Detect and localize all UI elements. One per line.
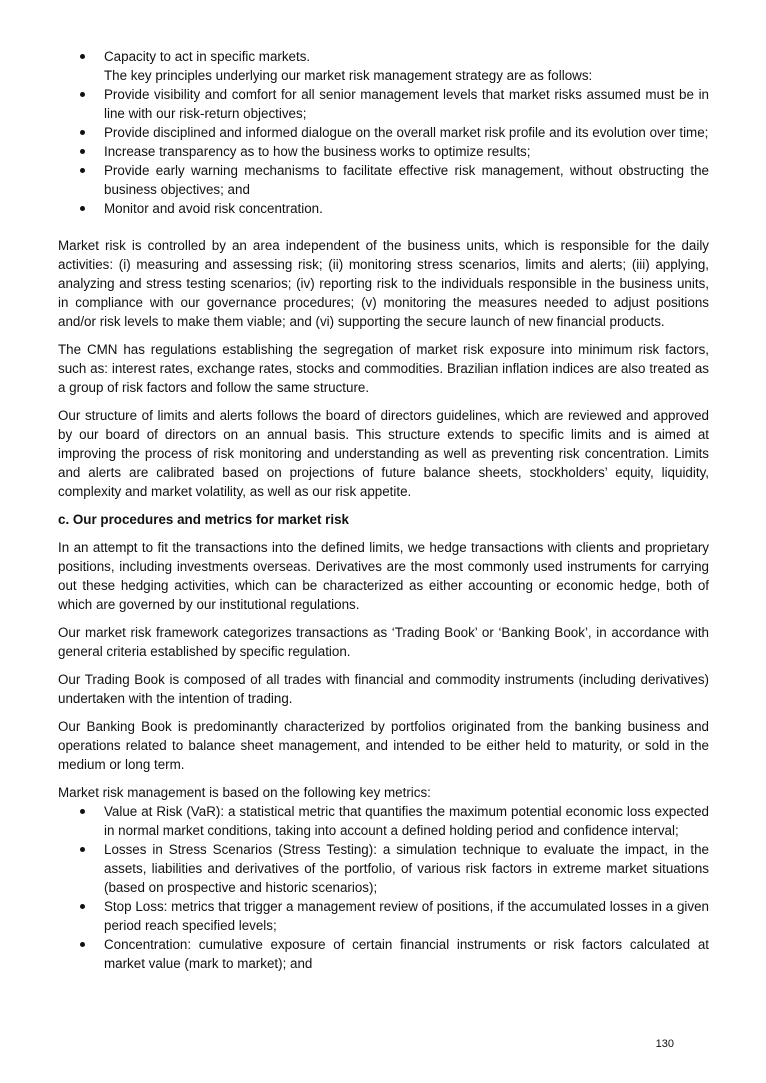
- bullet-icon: [80, 92, 85, 97]
- bullet-icon: [80, 54, 85, 59]
- bullet-icon: [80, 809, 85, 814]
- paragraph: Our structure of limits and alerts follows the board of directors guidelines, which are reviewed and approved by our board of directors on an annual basis. This structure extends to specific limits and is aimed at improving the process of risk monitoring and understanding as well as preventing risk concentration. Limits and alerts are calibrated based on projections of future balance sheets, stockholders’ equity, liquidity, complexity and market volatility, as well as our risk appetite.: [58, 408, 709, 499]
- list-item: Concentration: cumulative exposure of certain financial instruments or risk factors calculated at market value (mark to market); and: [58, 935, 709, 973]
- page-content: [58, 47, 709, 973]
- list-item: Stop Loss: metrics that trigger a management review of positions, if the accumulated losses in a given period reach specified levels;: [58, 897, 709, 935]
- paragraph: Market risk management is based on the following key metrics:: [58, 785, 431, 800]
- bullet-icon: [80, 904, 85, 909]
- section-heading: c. Our procedures and metrics for market risk: [58, 512, 349, 527]
- bullet-icon: [80, 149, 85, 154]
- paragraph: The CMN has regulations establishing the segregation of market risk exposure into minimum risk factors, such as: interest rates, exchange rates, stocks and commodities. Brazilian inflation indices are also treated as a group of risk factors and follow the same structure.: [58, 342, 709, 395]
- bullet-icon: [80, 942, 85, 947]
- list-item: Provide visibility and comfort for all senior management levels that market risks assumed must be in line with our risk-return objectives;: [58, 85, 709, 123]
- list-item: Monitor and avoid risk concentration.: [58, 199, 709, 218]
- page-number: 130: [655, 1038, 674, 1050]
- bullet-icon: [80, 130, 85, 135]
- strategy-bullet-list: [58, 47, 709, 66]
- list-item: Capacity to act in specific markets.: [58, 47, 709, 66]
- bullet-icon: [80, 847, 85, 852]
- paragraph: Our Banking Book is predominantly characterized by portfolios originated from the banking business and operations related to balance sheet management, and intended to be either held to maturity, or sold in the medium or long term.: [58, 719, 709, 772]
- list-item: Value at Risk (VaR): a statistical metric that quantifies the maximum potential economic loss expected in normal market conditions, taking into account a defined holding period and confidence interval;: [58, 802, 709, 840]
- principles-bullet-list: [58, 85, 709, 218]
- list-item: Increase transparency as to how the business works to optimize results;: [58, 142, 709, 161]
- list-item: Losses in Stress Scenarios (Stress Testing): a simulation technique to evaluate the impact, in the assets, liabilities and derivatives of the portfolio, of various risk factors in extreme market situations (based on prospective and historic scenarios);: [58, 840, 709, 897]
- bullet-icon: [80, 206, 85, 211]
- paragraph: Our market risk framework categorizes transactions as ‘Trading Book’ or ‘Banking Book’, in accordance with general criteria established by specific regulation.: [58, 625, 709, 659]
- paragraph: In an attempt to fit the transactions into the defined limits, we hedge transactions with clients and proprietary positions, including investments overseas. Derivatives are the most commonly used instruments for carrying out these hedging activities, which can be characterized as either accounting or economic hedge, both of which are governed by our institutional regulations.: [58, 540, 709, 612]
- list-item: Provide disciplined and informed dialogue on the overall market risk profile and its evolution over time;: [58, 123, 709, 142]
- bullet-icon: [80, 168, 85, 173]
- principles-intro: The key principles underlying our market risk management strategy are as follows:: [104, 68, 593, 83]
- list-item: Provide early warning mechanisms to facilitate effective risk management, without obstructing the business objectives; and: [58, 161, 709, 199]
- paragraph: Market risk is controlled by an area independent of the business units, which is responsible for the daily activities: (i) measuring and assessing risk; (ii) monitoring stress scenarios, limits and alerts; (iii) applying, analyzing and stress testing scenarios; (iv) reporting risk to the individuals responsible in the business units, in compliance with our governance procedures; (v) monitoring the measures needed to adjust positions and/or risk levels to make them viable; and (vi) supporting the secure launch of new financial products.: [58, 238, 709, 329]
- metrics-bullet-list: [58, 802, 709, 973]
- paragraph: Our Trading Book is composed of all trades with financial and commodity instruments (including derivatives) undertaken with the intention of trading.: [58, 672, 709, 706]
